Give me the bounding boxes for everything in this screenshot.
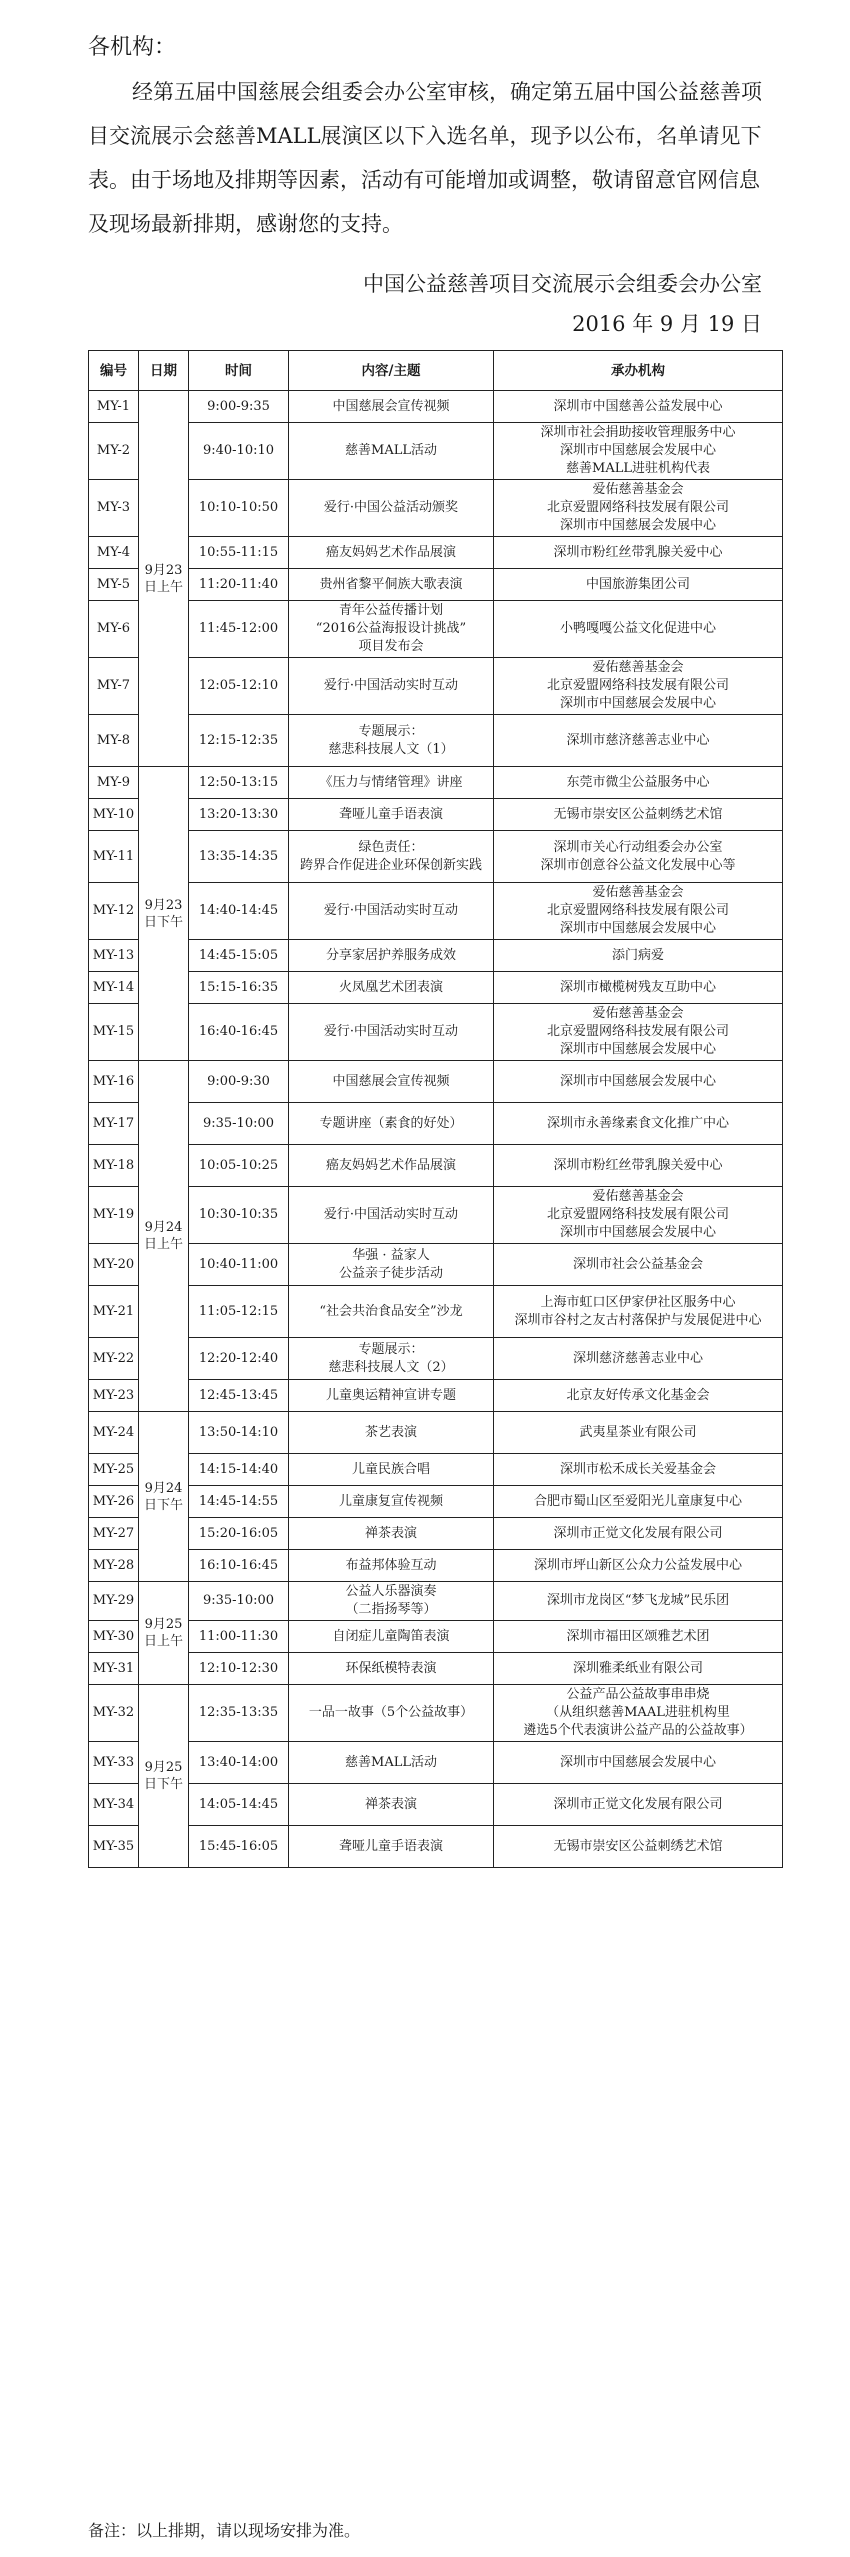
row-org: 爱佑慈善基金会 北京爱盟网络科技发展有限公司 深圳市中国慈展会发展中心 xyxy=(494,1187,783,1244)
row-topic: 专题展示： 慈悲科技展人文（1） xyxy=(289,715,494,767)
row-id: MY-34 xyxy=(89,1784,139,1826)
row-topic: 专题展示： 慈悲科技展人文（2） xyxy=(289,1338,494,1380)
row-topic: 专题讲座（素食的好处） xyxy=(289,1103,494,1145)
row-time: 9:00-9:30 xyxy=(189,1061,289,1103)
row-id: MY-7 xyxy=(89,658,139,715)
row-topic: 聋哑儿童手语表演 xyxy=(289,1826,494,1868)
date-group: 9月24日上午 xyxy=(139,1061,189,1412)
row-org: 深圳市社会捐助接收管理服务中心 深圳市中国慈展会发展中心 慈善MALL进驻机构代表 xyxy=(494,423,783,480)
row-topic: 慈善MALL活动 xyxy=(289,423,494,480)
row-time: 12:50-13:15 xyxy=(189,767,289,799)
row-topic: 华强 · 益家人 公益亲子徒步活动 xyxy=(289,1244,494,1286)
row-id: MY-3 xyxy=(89,480,139,537)
row-topic: 自闭症儿童陶笛表演 xyxy=(289,1621,494,1653)
row-topic: 爱行·中国活动实时互动 xyxy=(289,658,494,715)
row-topic: 爱行·中国公益活动颁奖 xyxy=(289,480,494,537)
header-org: 承办机构 xyxy=(494,351,783,391)
signature-org: 中国公益慈善项目交流展示会组委会办公室 xyxy=(363,272,762,296)
date-group: 9月24日下午 xyxy=(139,1412,189,1582)
row-org: 深圳雅柔纸业有限公司 xyxy=(494,1653,783,1685)
row-org: 爱佑慈善基金会 北京爱盟网络科技发展有限公司 深圳市中国慈展会发展中心 xyxy=(494,1004,783,1061)
row-org: 深圳市粉红丝带乳腺关爱中心 xyxy=(494,537,783,569)
row-topic: 慈善MALL活动 xyxy=(289,1742,494,1784)
row-time: 13:20-13:30 xyxy=(189,799,289,831)
row-time: 12:15-12:35 xyxy=(189,715,289,767)
row-org: 深圳市中国慈善公益发展中心 xyxy=(494,391,783,423)
row-time: 14:40-14:45 xyxy=(189,883,289,940)
row-topic: 禅茶表演 xyxy=(289,1518,494,1550)
row-id: MY-11 xyxy=(89,831,139,883)
table-row xyxy=(89,1061,783,1103)
table-row xyxy=(89,1582,783,1621)
row-time: 11:45-12:00 xyxy=(189,601,289,658)
row-time: 15:20-16:05 xyxy=(189,1518,289,1550)
row-time: 12:05-12:10 xyxy=(189,658,289,715)
row-id: MY-22 xyxy=(89,1338,139,1380)
row-topic: 儿童民族合唱 xyxy=(289,1454,494,1486)
row-org: 深圳市坪山新区公众力公益发展中心 xyxy=(494,1550,783,1582)
row-org: 深圳市中国慈展会发展中心 xyxy=(494,1061,783,1103)
row-id: MY-12 xyxy=(89,883,139,940)
table-row xyxy=(89,1103,783,1145)
table-row xyxy=(89,658,783,715)
row-topic: 火凤凰艺术团表演 xyxy=(289,972,494,1004)
date-group: 9月23日下午 xyxy=(139,767,189,1061)
table-row xyxy=(89,767,783,799)
table-row xyxy=(89,1338,783,1380)
row-id: MY-4 xyxy=(89,537,139,569)
row-topic: 贵州省黎平侗族大歌表演 xyxy=(289,569,494,601)
row-org: 深圳市福田区颂雅艺术团 xyxy=(494,1621,783,1653)
row-time: 11:20-11:40 xyxy=(189,569,289,601)
row-time: 10:10-10:50 xyxy=(189,480,289,537)
row-time: 12:10-12:30 xyxy=(189,1653,289,1685)
row-time: 11:00-11:30 xyxy=(189,1621,289,1653)
row-id: MY-32 xyxy=(89,1685,139,1742)
row-topic: 绿色责任： 跨界合作促进企业环保创新实践 xyxy=(289,831,494,883)
row-topic: 茶艺表演 xyxy=(289,1412,494,1454)
table-row xyxy=(89,883,783,940)
row-org: 小鸭嘎嘎公益文化促进中心 xyxy=(494,601,783,658)
table-row xyxy=(89,1653,783,1685)
row-id: MY-24 xyxy=(89,1412,139,1454)
row-time: 12:35-13:35 xyxy=(189,1685,289,1742)
row-time: 14:05-14:45 xyxy=(189,1784,289,1826)
row-org: 武夷星茶业有限公司 xyxy=(494,1412,783,1454)
date-group: 9月23日上午 xyxy=(139,391,189,767)
row-topic: 癌友妈妈艺术作品展演 xyxy=(289,1145,494,1187)
table-row xyxy=(89,1742,783,1784)
table-row xyxy=(89,972,783,1004)
row-time: 16:10-16:45 xyxy=(189,1550,289,1582)
row-org: 深圳市龙岗区“梦飞龙城”民乐团 xyxy=(494,1582,783,1621)
row-topic: 公益人乐器演奏 （二指扬琴等） xyxy=(289,1582,494,1621)
row-id: MY-8 xyxy=(89,715,139,767)
table-row xyxy=(89,1145,783,1187)
row-topic: 爱行·中国活动实时互动 xyxy=(289,1004,494,1061)
header-time: 时间 xyxy=(189,351,289,391)
row-org: 深圳市中国慈展会发展中心 xyxy=(494,1742,783,1784)
row-org: 深圳市慈济慈善志业中心 xyxy=(494,715,783,767)
table-row xyxy=(89,831,783,883)
row-time: 9:40-10:10 xyxy=(189,423,289,480)
row-topic: 分享家居护养服务成效 xyxy=(289,940,494,972)
row-org: 无锡市崇安区公益刺绣艺术馆 xyxy=(494,799,783,831)
row-time: 9:35-10:00 xyxy=(189,1103,289,1145)
footnote: 备注：以上排期，请以现场安排为准。 xyxy=(88,2521,361,2540)
table-row xyxy=(89,1244,783,1286)
row-topic: 环保纸模特表演 xyxy=(289,1653,494,1685)
row-topic: 儿童奥运精神宣讲专题 xyxy=(289,1380,494,1412)
date-group: 9月25日下午 xyxy=(139,1685,189,1868)
row-org: 上海市虹口区伊家伊社区服务中心 深圳市谷村之友古村落保护与发展促进中心 xyxy=(494,1286,783,1338)
salutation: 各机构： xyxy=(88,35,177,60)
row-time: 14:45-15:05 xyxy=(189,940,289,972)
row-org: 添门病爱 xyxy=(494,940,783,972)
row-id: MY-30 xyxy=(89,1621,139,1653)
row-topic: 中国慈展会宣传视频 xyxy=(289,1061,494,1103)
row-topic: 爱行·中国活动实时互动 xyxy=(289,883,494,940)
table-row xyxy=(89,1004,783,1061)
row-id: MY-23 xyxy=(89,1380,139,1412)
row-id: MY-19 xyxy=(89,1187,139,1244)
table-row xyxy=(89,1518,783,1550)
table-row xyxy=(89,1685,783,1742)
row-id: MY-17 xyxy=(89,1103,139,1145)
table-row xyxy=(89,569,783,601)
row-time: 14:45-14:55 xyxy=(189,1486,289,1518)
row-time: 15:15-16:35 xyxy=(189,972,289,1004)
header-id: 编号 xyxy=(89,351,139,391)
row-id: MY-10 xyxy=(89,799,139,831)
row-org: 东莞市微尘公益服务中心 xyxy=(494,767,783,799)
row-time: 12:20-12:40 xyxy=(189,1338,289,1380)
row-topic: 青年公益传播计划 “2016公益海报设计挑战” 项目发布会 xyxy=(289,601,494,658)
row-id: MY-33 xyxy=(89,1742,139,1784)
row-org: 深圳市永善缘素食文化推广中心 xyxy=(494,1103,783,1145)
row-id: MY-9 xyxy=(89,767,139,799)
signature-date: 2016 年 9 月 19 日 xyxy=(572,312,762,336)
row-id: MY-6 xyxy=(89,601,139,658)
row-time: 11:05-12:15 xyxy=(189,1286,289,1338)
row-time: 13:35-14:35 xyxy=(189,831,289,883)
row-id: MY-15 xyxy=(89,1004,139,1061)
row-org: 公益产品公益故事串串烧 （从组织慈善MAAL进驻机构里 遴选5个代表演讲公益产品的公益故事） xyxy=(494,1685,783,1742)
row-topic: 《压力与情绪管理》讲座 xyxy=(289,767,494,799)
row-id: MY-25 xyxy=(89,1454,139,1486)
row-topic: 一品一故事（5个公益故事） xyxy=(289,1685,494,1742)
row-id: MY-20 xyxy=(89,1244,139,1286)
row-topic: 聋哑儿童手语表演 xyxy=(289,799,494,831)
row-id: MY-5 xyxy=(89,569,139,601)
table-row xyxy=(89,1621,783,1653)
date-group: 9月25日上午 xyxy=(139,1582,189,1685)
row-id: MY-14 xyxy=(89,972,139,1004)
row-id: MY-35 xyxy=(89,1826,139,1868)
row-org: 中国旅游集团公司 xyxy=(494,569,783,601)
row-time: 12:45-13:45 xyxy=(189,1380,289,1412)
row-id: MY-29 xyxy=(89,1582,139,1621)
row-time: 15:45-16:05 xyxy=(189,1826,289,1868)
schedule-table xyxy=(88,350,783,1868)
row-time: 13:40-14:00 xyxy=(189,1742,289,1784)
row-topic: 中国慈展会宣传视频 xyxy=(289,391,494,423)
table-row xyxy=(89,391,783,423)
row-org: 深圳市粉红丝带乳腺关爱中心 xyxy=(494,1145,783,1187)
table-row xyxy=(89,1550,783,1582)
table-row xyxy=(89,1380,783,1412)
row-topic: 儿童康复宣传视频 xyxy=(289,1486,494,1518)
row-org: 爱佑慈善基金会 北京爱盟网络科技发展有限公司 深圳市中国慈展会发展中心 xyxy=(494,658,783,715)
row-id: MY-16 xyxy=(89,1061,139,1103)
table-row xyxy=(89,423,783,480)
row-org: 深圳市关心行动组委会办公室 深圳市创意谷公益文化发展中心等 xyxy=(494,831,783,883)
row-org: 无锡市崇安区公益刺绣艺术馆 xyxy=(494,1826,783,1868)
row-topic: 布益邦体验互动 xyxy=(289,1550,494,1582)
header-date: 日期 xyxy=(139,351,189,391)
row-org: 爱佑慈善基金会 北京爱盟网络科技发展有限公司 深圳市中国慈展会发展中心 xyxy=(494,883,783,940)
row-id: MY-28 xyxy=(89,1550,139,1582)
row-id: MY-13 xyxy=(89,940,139,972)
row-time: 14:15-14:40 xyxy=(189,1454,289,1486)
row-org: 合肥市蜀山区至爱阳光儿童康复中心 xyxy=(494,1486,783,1518)
row-org: 深圳市橄榄树残友互助中心 xyxy=(494,972,783,1004)
row-topic: 癌友妈妈艺术作品展演 xyxy=(289,537,494,569)
row-topic: “社会共治食品安全”沙龙 xyxy=(289,1286,494,1338)
row-org: 深圳市社会公益基金会 xyxy=(494,1244,783,1286)
row-org: 爱佑慈善基金会 北京爱盟网络科技发展有限公司 深圳市中国慈展会发展中心 xyxy=(494,480,783,537)
table-row xyxy=(89,1286,783,1338)
row-id: MY-26 xyxy=(89,1486,139,1518)
table-row xyxy=(89,1187,783,1244)
header-topic: 内容/主题 xyxy=(289,351,494,391)
table-row xyxy=(89,1784,783,1826)
row-topic: 禅茶表演 xyxy=(289,1784,494,1826)
row-time: 10:40-11:00 xyxy=(189,1244,289,1286)
row-time: 9:35-10:00 xyxy=(189,1582,289,1621)
row-id: MY-31 xyxy=(89,1653,139,1685)
row-id: MY-2 xyxy=(89,423,139,480)
row-org: 深圳市正觉文化发展有限公司 xyxy=(494,1518,783,1550)
table-row xyxy=(89,715,783,767)
row-org: 深圳市松禾成长关爱基金会 xyxy=(494,1454,783,1486)
table-row xyxy=(89,1412,783,1454)
row-id: MY-27 xyxy=(89,1518,139,1550)
row-id: MY-1 xyxy=(89,391,139,423)
table-row xyxy=(89,1454,783,1486)
row-id: MY-18 xyxy=(89,1145,139,1187)
table-row xyxy=(89,480,783,537)
table-row xyxy=(89,601,783,658)
row-topic: 爱行·中国活动实时互动 xyxy=(289,1187,494,1244)
row-time: 10:30-10:35 xyxy=(189,1187,289,1244)
table-row xyxy=(89,1826,783,1868)
table-row xyxy=(89,537,783,569)
row-time: 10:05-10:25 xyxy=(189,1145,289,1187)
row-org: 北京友好传承文化基金会 xyxy=(494,1380,783,1412)
table-row xyxy=(89,940,783,972)
row-time: 16:40-16:45 xyxy=(189,1004,289,1061)
table-row xyxy=(89,1486,783,1518)
row-org: 深圳市正觉文化发展有限公司 xyxy=(494,1784,783,1826)
row-org: 深圳慈济慈善志业中心 xyxy=(494,1338,783,1380)
intro-paragraph: 经第五届中国慈展会组委会办公室审核，确定第五届中国公益慈善项目交流展示会慈善MALL展演区以下入选名单，现予以公布，名单请见下表。由于场地及排期等因素，活动有可能增加或调整，敬请留意官网信息及现场最新排期，感谢您的支持。 xyxy=(88,80,762,236)
table-header-row xyxy=(89,351,783,391)
row-time: 13:50-14:10 xyxy=(189,1412,289,1454)
table-row xyxy=(89,799,783,831)
row-time: 9:00-9:35 xyxy=(189,391,289,423)
row-id: MY-21 xyxy=(89,1286,139,1338)
row-time: 10:55-11:15 xyxy=(189,537,289,569)
